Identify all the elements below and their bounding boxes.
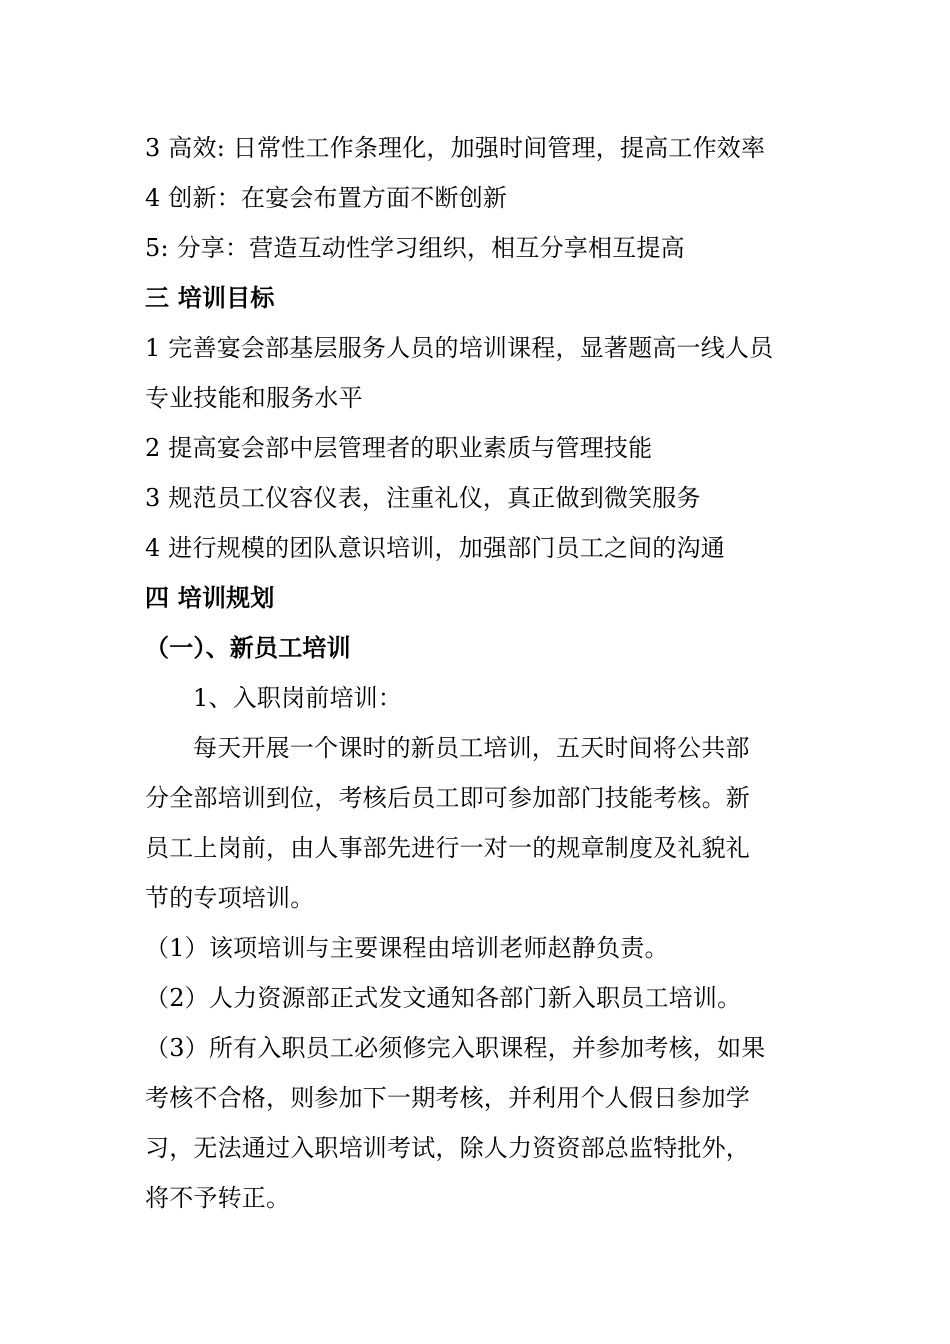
- text-line: 1、入职岗前培训：: [193, 684, 403, 712]
- text-line: 2 提高宴会部中层管理者的职业素质与管理技能: [145, 434, 653, 462]
- paragraph-line: 节的专项培训。: [145, 884, 315, 912]
- list-item: （3）所有入职员工必须修完入职课程，并参加考核，如果: [145, 1034, 766, 1062]
- list-item: （1）该项培训与主要课程由培训老师赵静负责。: [145, 934, 669, 962]
- paragraph-line: 每天开展一个课时的新员工培训，五天时间将公共部: [193, 734, 750, 762]
- paragraph-line: 员工上岗前，由人事部先进行一对一的规章制度及礼貌礼: [145, 834, 750, 862]
- text-line: 1 完善宴会部基层服务人员的培训课程，显著题高一线人员: [145, 334, 774, 362]
- text-line: 4 创新：在宴会布置方面不断创新: [145, 184, 508, 212]
- section-heading: 四 培训规划: [145, 584, 275, 612]
- text-line: 3 规范员工仪容仪表，注重礼仪，真正做到微笑服务: [145, 484, 701, 512]
- section-heading: 三 培训目标: [145, 284, 275, 312]
- paragraph-line: 考核不合格，则参加下一期考核，并利用个人假日参加学: [145, 1084, 750, 1112]
- subsection-heading: （一）、新员工培训: [145, 634, 351, 662]
- text-line: 专业技能和服务水平: [145, 384, 363, 412]
- paragraph-line: 习，无法通过入职培训考试，除人力资资部总监特批外，: [145, 1134, 750, 1162]
- paragraph-line: 将不予转正。: [145, 1184, 291, 1212]
- text-line: 3 高效: 日常性工作条理化，加强时间管理，提高工作效率: [145, 134, 766, 162]
- list-item: （2）人力资源部正式发文通知各部门新入职员工培训。: [145, 984, 742, 1012]
- text-line: 4 进行规模的团队意识培训，加强部门员工之间的沟通: [145, 534, 725, 562]
- text-line: 5: 分享：营造互动性学习组织，相互分享相互提高: [145, 234, 685, 262]
- paragraph-line: 分全部培训到位，考核后员工即可参加部门技能考核。新: [145, 784, 750, 812]
